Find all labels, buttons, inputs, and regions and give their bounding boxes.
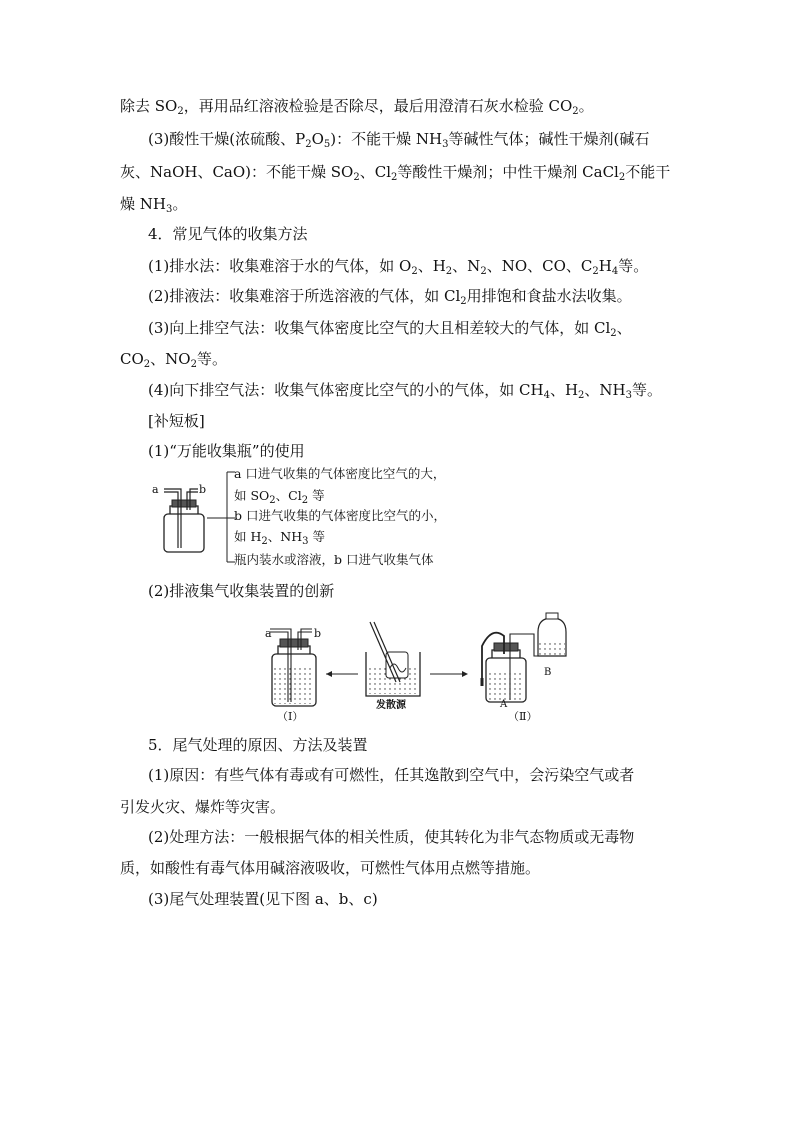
fig2-port-a: a	[265, 627, 272, 640]
fig1-text-examples-light: 如 $H_2$、$NH_3$ 等	[234, 529, 325, 547]
bottle-A	[482, 633, 526, 702]
method-line1: (2)处理方法：一般根据气体的相关性质，使其转化为非气态物质或无毒物	[148, 828, 635, 846]
text-line-acidic-drying: (3)酸性干燥(浓硫酸、$P_2O_5$)：不能干燥 $NH_3$等碱性气体；碱性干燥剂(碱石	[148, 130, 650, 150]
reason-line2: 引发火灾、爆炸等灾害。	[120, 798, 286, 816]
text-line-basic-drying: 灰、NaOH、CaO)：不能干燥 $SO_2$、$Cl_2$等酸性干燥剂；中性干燥剂 CaCl$_2$不能干	[120, 163, 671, 183]
fig2-source-label: 发散源	[376, 700, 406, 711]
text-line-so2-removal: 除去 $SO_2$，再用品红溶液检验是否除尽，最后用澄清石灰水检验 $CO_2$。	[120, 97, 594, 117]
liquid-collection-figure	[258, 612, 568, 724]
fig2-label-I: （Ⅰ）	[277, 710, 304, 723]
section-5-heading: 5．尾气处理的原因、方法及装置	[148, 736, 368, 754]
item-upward-air-line1: (3)向上排空气法：收集气体密度比空气的大且相差较大的气体，如 $Cl_2$、	[148, 319, 632, 339]
section-4-heading: 4．常见气体的收集方法	[148, 225, 308, 243]
source-trough	[366, 622, 420, 696]
fig1-text-filled-bottle: 瓶内装水或溶液，b 口进气收集气体	[234, 552, 434, 567]
bracket-lines	[205, 468, 235, 568]
subsection-universal-bottle: (1)“万能收集瓶”的使用	[148, 442, 305, 460]
fig2-label-B: B	[544, 667, 552, 678]
item-upward-air-line2: $CO_2$、$NO_2$等。	[120, 350, 227, 370]
fig2-port-b: b	[314, 627, 322, 640]
item-liquid-displacement: (2)排液法：收集难溶于所选溶液的气体，如 $Cl_2$用排饱和食盐水法收集。	[148, 287, 632, 307]
fig2-label-II: （Ⅱ）	[508, 710, 538, 723]
bottle-I	[270, 629, 316, 706]
port-b-label: b	[199, 483, 207, 496]
fig1-text-examples-heavy: 如 $SO_2$、$Cl_2$ 等	[234, 488, 325, 506]
reason-line1: (1)原因：有些气体有毒或有可燃性，任其逸散到空气中，会污染空气或者	[148, 766, 635, 784]
subsection-liquid-collection-innovation: (2)排液集气收集装置的创新	[148, 582, 335, 600]
device-line: (3)尾气处理装置(见下图 a、b、c)	[148, 890, 378, 908]
supplement-label: [补短板]	[148, 412, 205, 430]
fig1-text-b-inlet: b 口进气收集的气体密度比空气的小，	[234, 508, 446, 523]
item-downward-air: (4)向下排空气法：收集气体密度比空气的小的气体，如 $CH_4$、$H_2$、$NH_3$等。	[148, 381, 663, 401]
text-line-nh3: 燥 $NH_3$。	[120, 195, 188, 215]
method-line2: 质，如酸性有毒气体用碱溶液吸收，可燃性气体用点燃等措施。	[120, 859, 541, 877]
port-a-label: a	[152, 483, 159, 496]
bottle-B	[526, 613, 566, 656]
fig1-text-a-inlet: a 口进气收集的气体密度比空气的大，	[234, 466, 446, 481]
fig2-label-A: A	[500, 699, 508, 710]
item-water-displacement: (1)排水法：收集难溶于水的气体，如 $O_2$、$H_2$、$N_2$、NO、CO、$C_2H_4$等。	[148, 257, 649, 277]
